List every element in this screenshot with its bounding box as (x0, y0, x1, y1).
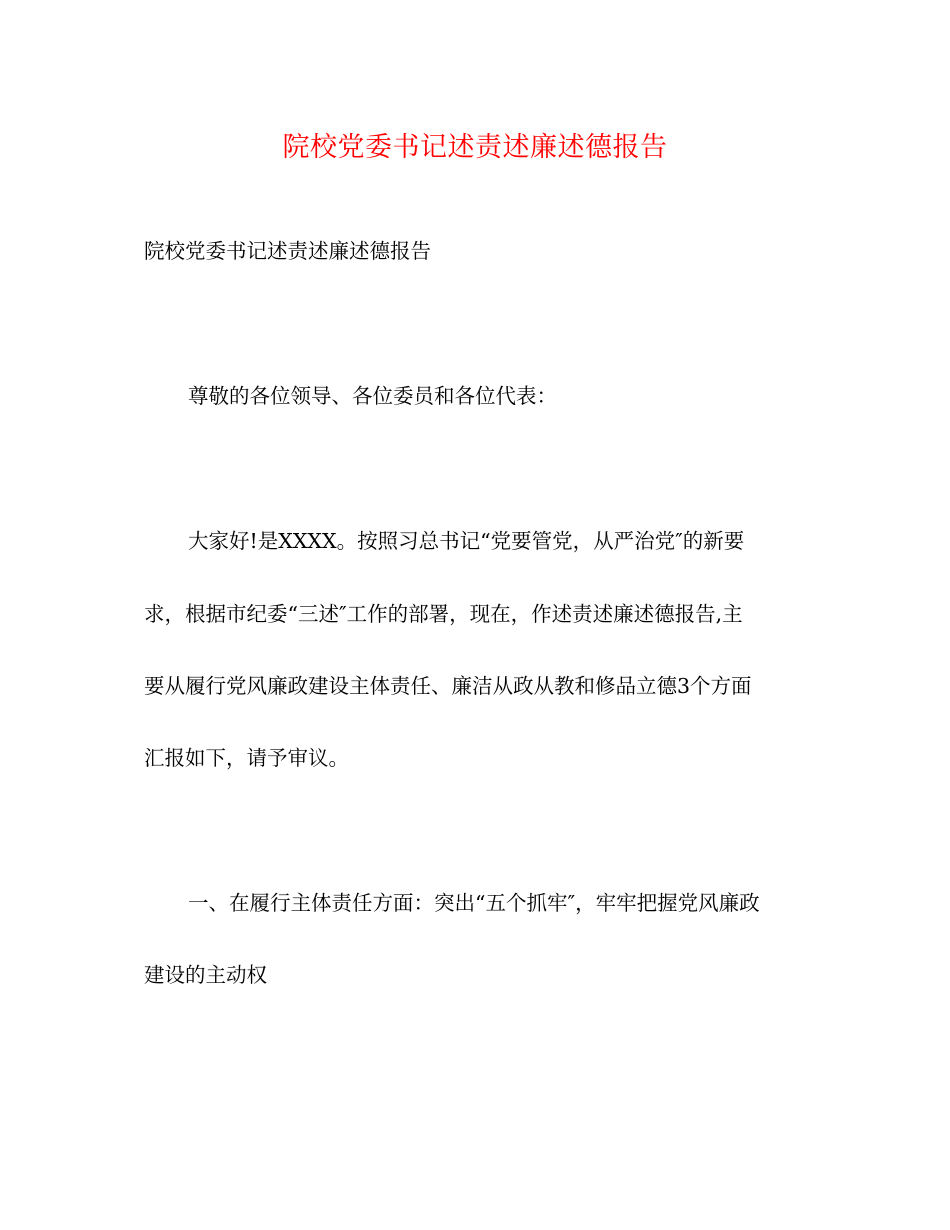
paragraph-line: 要从履行党风廉政建设主体责任、廉洁从政从教和修品立德3个方面 (144, 674, 752, 698)
document-subtitle: 院校党委书记述责述廉述德报告 (144, 239, 431, 263)
section-heading-line: 一、在履行主体责任方面：突出“五个抓牢″，牢牢把握党风廉政 (188, 891, 760, 915)
paragraph-line: 汇报如下，请予审议。 (144, 746, 349, 770)
salutation: 尊敬的各位领导、各位委员和各位代表： (188, 384, 557, 408)
document-title: 院校党委书记述责述廉述德报告 (282, 132, 668, 163)
section-heading-line: 建设的主动权 (144, 963, 267, 987)
paragraph-line: 求，根据市纪委“三述″工作的部署，现在，作述责述廉述德报告,主 (144, 602, 743, 626)
paragraph-line: 大家好!是XXXX。按照习总书记“党要管党，从严治党″的新要 (188, 529, 745, 553)
